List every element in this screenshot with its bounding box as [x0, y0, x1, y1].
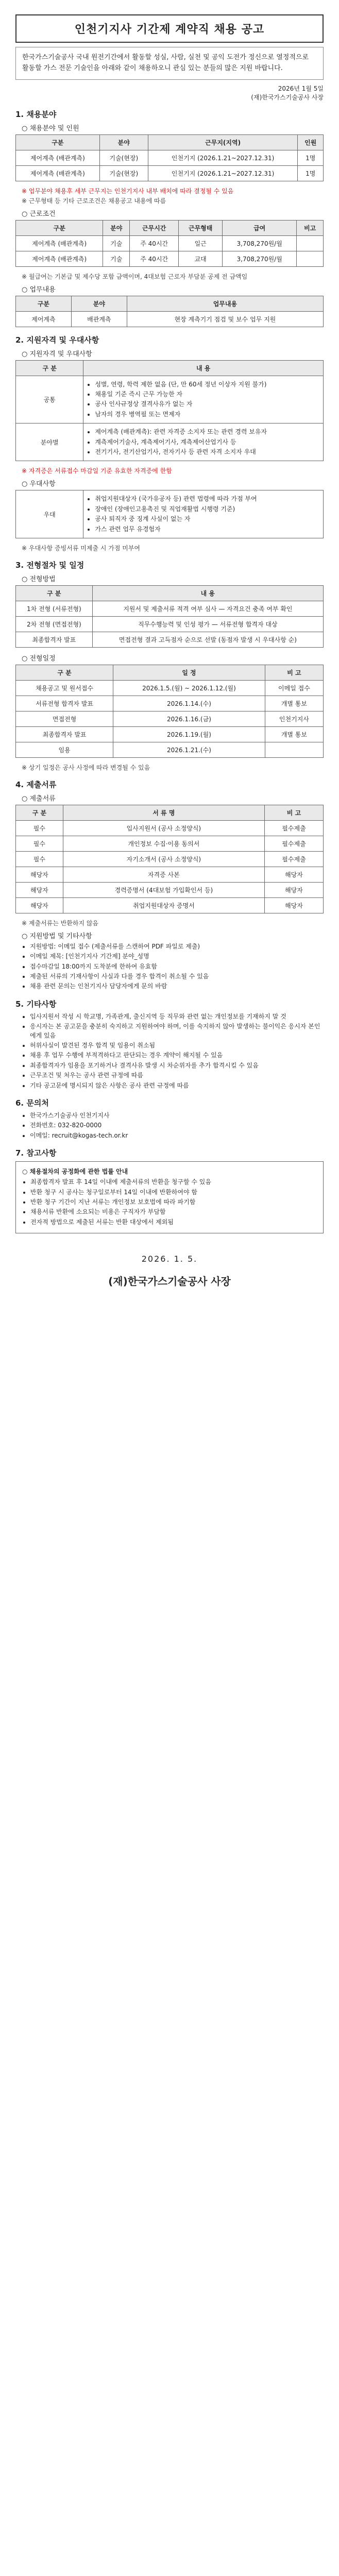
schedule-cell: 개별 통보	[265, 726, 323, 742]
documents-header: 서 류 명	[63, 805, 264, 820]
process-cell: 면접전형 결과 고득점자 순으로 선발 (동점자 발생 시 우대사항 순)	[92, 632, 323, 647]
recruit-cell: 인천기지 (2026.1.21~2027.12.31)	[148, 150, 298, 165]
schedule-cell: 채용공고 및 원서접수	[16, 680, 113, 696]
notice-date: 2026년 1월 5일	[278, 84, 324, 92]
reference-item: • 반환 청구 기간이 지난 서류는 개인정보 보호법에 따라 파기함	[30, 1198, 317, 1207]
qual-common-item: • 채용일 기준 즉시 근무 가능한 자	[95, 390, 320, 399]
documents-row	[16, 882, 324, 897]
section-4-title: 4. 제출서류	[15, 779, 57, 789]
duty-cell: 현장 계측기기 점검 및 보수 업무 지원	[127, 311, 323, 327]
documents-cell: 해당자	[16, 867, 63, 882]
process-cell: 최종합격자 발표	[16, 632, 93, 647]
documents-cell: 해당자	[16, 897, 63, 913]
recruit-header: 인원	[298, 134, 324, 150]
duty-cell: 배관계측	[71, 311, 127, 327]
condition-cell: 교대	[179, 251, 223, 266]
duty-header: 구분	[16, 296, 72, 311]
recruit-header: 구분	[16, 134, 100, 150]
apply-method-item: • 지원방법: 이메일 접수 (제출서류를 스캔하여 PDF 파일로 제출)	[30, 942, 324, 951]
qual-common-item: • 성별, 연령, 학력 제한 없음 (단, 만 60세 정년 이상자 지원 불가)	[95, 380, 320, 389]
recruit-cell: 제어계측 (배관계측)	[16, 165, 100, 181]
contact-item: • 전화번호: 032-820-0000	[30, 1121, 324, 1130]
condition-row	[16, 251, 324, 266]
recruit-cell: 기술(현장)	[99, 150, 148, 165]
recruit-cell: 1명	[298, 165, 324, 181]
reference-item: • 최종합격자 발표 후 14일 이내에 제출서류의 반환을 청구할 수 있음	[30, 1178, 317, 1187]
condition-cell: 일근	[179, 235, 223, 251]
schedule-cell: 이메일 접수	[265, 680, 323, 696]
documents-row	[16, 851, 324, 867]
documents-cell: 해당자	[264, 882, 323, 897]
etc-item: • 근무조건 및 처우는 공사 관련 규정에 따름	[30, 1071, 324, 1080]
condition-header: 급여	[222, 220, 296, 235]
condition-cell	[297, 251, 324, 266]
preference-table	[15, 490, 324, 538]
documents-row	[16, 897, 324, 913]
qual-common-item: • 남자의 경우 병역필 또는 면제자	[95, 410, 320, 419]
section-3-sub1: ○ 전형방법	[22, 575, 56, 583]
apply-method-item: • 제출된 서류의 기재사항이 사실과 다를 경우 합격이 취소될 수 있음	[30, 972, 324, 981]
schedule-cell	[265, 742, 323, 757]
schedule-cell: 최종합격자 발표	[16, 726, 113, 742]
process-table	[15, 585, 324, 648]
qualification-table	[15, 360, 324, 462]
etc-item: • 기타 공고문에 명시되지 않은 사항은 공사 관련 규정에 따름	[30, 1081, 324, 1090]
condition-header: 비고	[297, 220, 324, 235]
etc-item: • 최종합격자가 임용을 포기하거나 결격사유 발생 시 차순위자를 추가 합격시킬 수 있음	[30, 1061, 324, 1070]
documents-cell: 해당자	[264, 867, 323, 882]
recruit-cell: 인천기지 (2026.1.21~2027.12.31)	[148, 165, 298, 181]
recruit-cell: 제어계측 (배관계측)	[16, 150, 100, 165]
recruit-cell: 기술(현장)	[99, 165, 148, 181]
etc-item: • 채용 후 업무 수행에 부적격하다고 판단되는 경우 계약이 해지될 수 있음	[30, 1051, 324, 1060]
section-3-note1: ※ 상기 일정은 공사 사정에 따라 변경될 수 있음	[22, 764, 150, 771]
section-3-sub2: ○ 전형일정	[22, 654, 56, 663]
section-4-note1: ※ 제출서류는 반환하지 않음	[22, 919, 99, 927]
process-header: 내 용	[92, 585, 323, 601]
process-cell: 2차 전형 (면접전형)	[16, 616, 93, 632]
recruit-header: 분야	[99, 134, 148, 150]
notice-date-block	[15, 84, 324, 101]
documents-cell: 필수제출	[264, 836, 323, 851]
section-4-sub2: ○ 지원방법 및 기타사항	[22, 932, 92, 940]
section-1-title: 1. 채용분야	[15, 109, 57, 119]
section-2-title: 2. 지원자격 및 우대사항	[15, 335, 99, 345]
pref-label: 우대	[16, 490, 83, 538]
condition-cell: 3,708,270원/월	[222, 235, 296, 251]
condition-cell: 주 40시간	[130, 251, 179, 266]
qual-field-label: 분야별	[16, 423, 83, 461]
apply-method-item: • 이메일 제목: [인천기지사 기간제] 분야_성명	[30, 952, 324, 961]
schedule-cell: 2026.1.14.(수)	[113, 696, 265, 711]
section-2-sub1: ○ 지원자격 및 우대사항	[22, 350, 92, 358]
pref-item: • 공사 퇴직자 중 징계 사실이 없는 자	[95, 515, 320, 523]
reference-item: • 반환 청구 시 공사는 청구일로부터 14일 이내에 반환하여야 함	[30, 1188, 317, 1197]
condition-cell: 3,708,270원/월	[222, 251, 296, 266]
reference-item: • 전자적 방법으로 제출된 서류는 반환 대상에서 제외됨	[30, 1218, 317, 1227]
process-row	[16, 616, 324, 632]
duty-cell: 제어계측	[16, 311, 72, 327]
section-6-title: 6. 문의처	[15, 1098, 49, 1108]
schedule-row	[16, 680, 324, 696]
documents-header: 비 고	[264, 805, 323, 820]
schedule-row	[16, 726, 324, 742]
schedule-cell: 인천기지사	[265, 711, 323, 726]
apply-method-item: • 채용 관련 문의는 인천기지사 담당자에게 문의 바람	[30, 982, 324, 991]
documents-cell: 경력증명서 (4대보험 가입확인서 등)	[63, 882, 264, 897]
recruit-row	[16, 150, 324, 165]
notice-org: (재)한국가스기술공사 사장	[251, 93, 324, 101]
qual-field-item: • 제어계측 (배관계측): 관련 자격증 소지자 또는 관련 경력 보유자	[95, 428, 320, 436]
documents-cell: 개인정보 수집·이용 동의서	[63, 836, 264, 851]
section-2-note2: ※ 우대사항 증빙서류 미제출 시 가점 미부여	[22, 544, 141, 552]
reference-item: • 채용서류 반환에 소요되는 비용은 구직자가 부담함	[30, 1208, 317, 1216]
section-1-note1: ※ 업무분야 채용후 세부 근무지는 인천기지사 내부 배치에 따라 결정될 수 있음	[22, 187, 234, 195]
condition-header: 근무형태	[179, 220, 223, 235]
section-1-sub1: ○ 채용분야 및 인원	[22, 124, 79, 132]
process-row	[16, 632, 324, 647]
intro-text: 한국가스기술공사 국내 원전기간에서 활동할 성실, 사람, 실천 및 공익 도전가 정신으로 열정적으로 활동할 가스 전문 기술인을 아래와 같이 채용하오니 관심 있는 분들의 많은 지원 바랍니다.	[15, 47, 324, 80]
recruit-cell: 1명	[298, 150, 324, 165]
apply-method-list	[22, 942, 324, 991]
schedule-row	[16, 742, 324, 757]
section-7-title: 7. 참고사항	[15, 1148, 57, 1158]
pref-list	[87, 495, 320, 534]
documents-cell: 필수	[16, 836, 63, 851]
schedule-cell: 임용	[16, 742, 113, 757]
reference-box	[15, 1161, 324, 1233]
condition-header: 분야	[103, 220, 130, 235]
duty-table	[15, 296, 324, 327]
documents-cell: 입사지원서 (공사 소정양식)	[63, 820, 264, 836]
apply-method-item: • 접수마감일 18:00까지 도착분에 한하여 유효함	[30, 962, 324, 971]
etc-item: • 입사지원서 작성 시 학교명, 가족관계, 출신지역 등 직무와 관련 없는 개인정보를 기재하지 말 것	[30, 1012, 324, 1021]
documents-cell: 자기소개서 (공사 소정양식)	[63, 851, 264, 867]
documents-cell: 자격증 사본	[63, 867, 264, 882]
schedule-cell: 면접전형	[16, 711, 113, 726]
section-1-note3: ※ 월급여는 기본급 및 제수당 포함 금액이며, 4대보험 근로자 부담분 공제 전 금액임	[22, 273, 248, 280]
pref-item: • 취업지원대상자 (국가유공자 등) 관련 법령에 따라 가점 부여	[95, 495, 320, 503]
etc-item: • 허위사실이 발견된 경우 합격 및 임용이 취소됨	[30, 1041, 324, 1050]
schedule-header: 구 분	[16, 665, 113, 680]
qual-header-0: 구 분	[16, 360, 83, 376]
pref-item: • 가스 관련 업무 유경험자	[95, 525, 320, 534]
etc-item: • 응시자는 본 공고문을 충분히 숙지하고 지원하여야 하며, 이를 숙지하지 않아 발생하는 불이익은 응시자 본인에게 있음	[30, 1022, 324, 1040]
section-2-note1: ※ 자격증은 서류접수 마감일 기준 유효한 자격증에 한함	[22, 467, 172, 475]
duty-header: 분야	[71, 296, 127, 311]
condition-cell: 제어계측 (배관계측)	[16, 251, 103, 266]
qual-field-item: • 계측제어기술사, 계측제어기사, 계측제어산업기사 등	[95, 438, 320, 447]
section-5-title: 5. 기타사항	[15, 999, 57, 1009]
section-1-note2: ※ 근무형태 등 기타 근로조건은 채용공고 내용에 따름	[22, 197, 166, 205]
documents-header: 구 분	[16, 805, 63, 820]
condition-cell: 기술	[103, 251, 130, 266]
documents-table	[15, 805, 324, 913]
section-3-title: 3. 전형절차 및 일정	[15, 560, 84, 570]
schedule-cell: 2026.1.5.(월) ~ 2026.1.12.(월)	[113, 680, 265, 696]
footer-org: (재)한국가스기술공사 사장	[108, 1275, 231, 1288]
process-header: 구 분	[16, 585, 93, 601]
duty-row	[16, 311, 324, 327]
schedule-cell: 2026.1.21.(수)	[113, 742, 265, 757]
schedule-table	[15, 665, 324, 758]
documents-cell: 필수	[16, 820, 63, 836]
reference-list	[22, 1178, 317, 1227]
section-1-sub3: ○ 업무내용	[22, 285, 56, 294]
contact-list	[22, 1111, 324, 1140]
schedule-cell: 서류전형 합격자 발표	[16, 696, 113, 711]
documents-cell: 필수제출	[264, 820, 323, 836]
recruit-table	[15, 134, 324, 181]
section-2-sub2: ○ 우대사항	[22, 480, 56, 488]
section-4-sub1: ○ 제출서류	[22, 794, 56, 803]
documents-cell: 필수제출	[264, 851, 323, 867]
qual-common-list	[87, 380, 320, 419]
work-condition-table	[15, 220, 324, 267]
documents-cell: 취업지원대상자 증명서	[63, 897, 264, 913]
qual-common-label: 공통	[16, 376, 83, 423]
condition-cell: 기술	[103, 235, 130, 251]
duty-header: 업무내용	[127, 296, 323, 311]
recruit-header: 근무지(지역)	[148, 134, 298, 150]
documents-cell: 해당자	[16, 882, 63, 897]
contact-item: • 한국가스기술공사 인천기지사	[30, 1111, 324, 1120]
schedule-header: 비 고	[265, 665, 323, 680]
documents-row	[16, 820, 324, 836]
condition-cell: 주 40시간	[130, 235, 179, 251]
contact-item: • 이메일: recruit@kogas-tech.or.kr	[30, 1131, 324, 1140]
schedule-row	[16, 696, 324, 711]
schedule-row	[16, 711, 324, 726]
pref-item: • 장애인 (장애인고용촉진 및 직업재활법 시행령 기준)	[95, 505, 320, 514]
documents-cell: 필수	[16, 851, 63, 867]
condition-cell: 제어계측 (배관계측)	[16, 235, 103, 251]
documents-row	[16, 836, 324, 851]
documents-cell: 해당자	[264, 897, 323, 913]
schedule-header: 일 정	[113, 665, 265, 680]
schedule-cell: 개별 통보	[265, 696, 323, 711]
condition-row	[16, 235, 324, 251]
condition-cell	[297, 235, 324, 251]
title-box	[15, 14, 324, 43]
footer-date: 2026. 1. 5.	[141, 1254, 198, 1264]
qual-header-1: 내 용	[83, 360, 324, 376]
condition-header: 근무시간	[130, 220, 179, 235]
footer	[15, 1254, 324, 1288]
page-title: 인천기지사 기간제 계약직 채용 공고	[74, 23, 265, 36]
qual-field-list	[87, 428, 320, 456]
section-1-sub2: ○ 근로조건	[22, 210, 56, 218]
process-cell: 지원서 및 제출서류 적격 여부 심사 — 자격요건 충족 여부 확인	[92, 601, 323, 616]
qual-field-item: • 전기기사, 전기산업기사, 전자기사 등 관련 자격 소지자 우대	[95, 448, 320, 456]
etc-list	[22, 1012, 324, 1090]
recruit-row	[16, 165, 324, 181]
process-cell: 1차 전형 (서류전형)	[16, 601, 93, 616]
condition-header: 구분	[16, 220, 103, 235]
schedule-cell: 2026.1.19.(월)	[113, 726, 265, 742]
process-cell: 직무수행능력 및 인성 평가 — 서류전형 합격자 대상	[92, 616, 323, 632]
reference-box-title: ○ 채용절차의 공정화에 관한 법률 안내	[22, 1168, 128, 1176]
documents-row	[16, 867, 324, 882]
qual-common-item: • 공사 인사규정상 결격사유가 없는 자	[95, 400, 320, 409]
process-row	[16, 601, 324, 616]
schedule-cell: 2026.1.16.(금)	[113, 711, 265, 726]
